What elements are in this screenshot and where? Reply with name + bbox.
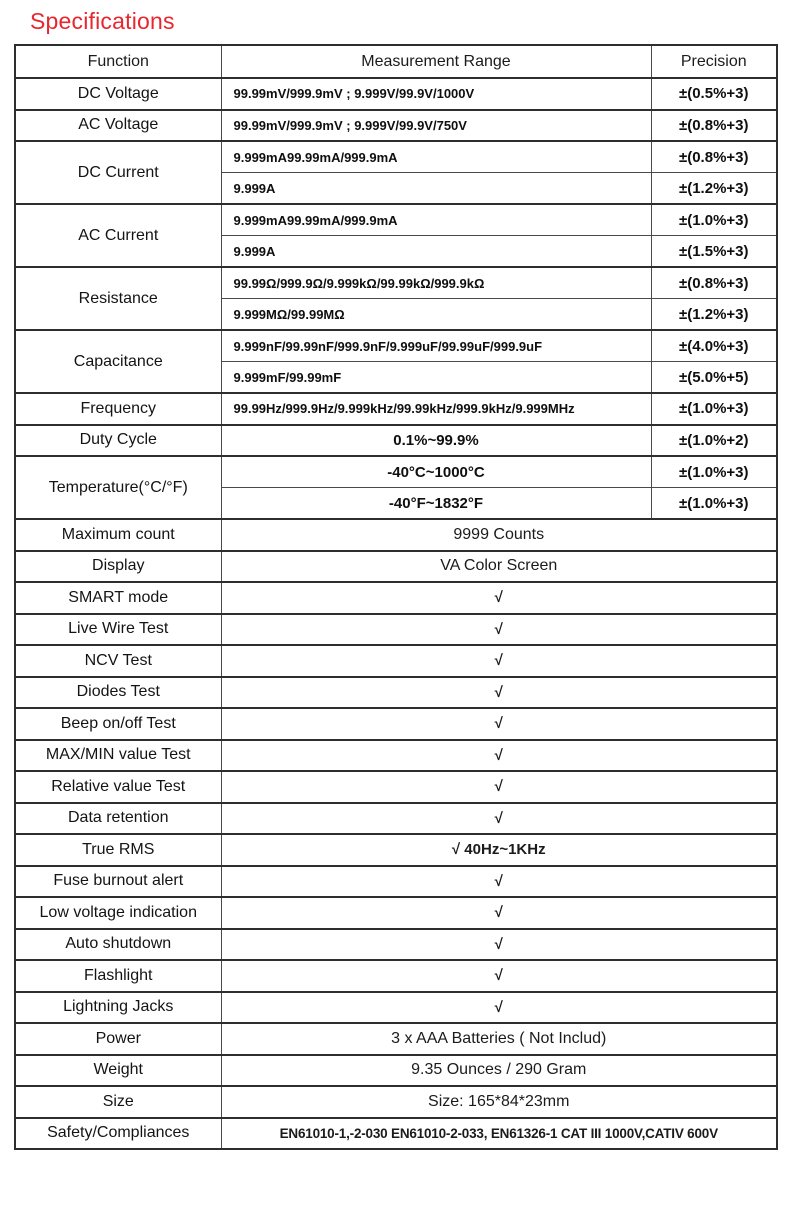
measurement-range-cell: 9.999A — [221, 236, 651, 268]
table-row — [15, 267, 777, 299]
precision-cell: ±(0.8%+3) — [651, 141, 777, 173]
table-row — [15, 677, 777, 709]
measurement-range-cell: -40°F~1832°F — [221, 488, 651, 520]
function-cell: Display — [15, 551, 221, 583]
function-cell: Flashlight — [15, 960, 221, 992]
value-cell: √ — [221, 614, 777, 646]
function-cell: MAX/MIN value Test — [15, 740, 221, 772]
function-cell: Capacitance — [15, 330, 221, 393]
function-cell: Relative value Test — [15, 771, 221, 803]
value-cell: 3 x AAA Batteries ( Not Includ) — [221, 1023, 777, 1055]
precision-cell: ±(1.2%+3) — [651, 173, 777, 205]
table-row — [15, 551, 777, 583]
value-cell: √ — [221, 897, 777, 929]
table-row — [15, 960, 777, 992]
measurement-range-cell: 99.99Hz/999.9Hz/9.999kHz/99.99kHz/999.9kHz/9.999MHz — [221, 393, 651, 425]
table-row — [15, 614, 777, 646]
value-cell: √ — [221, 708, 777, 740]
spec-table-body — [15, 78, 777, 1149]
table-row — [15, 897, 777, 929]
table-row — [15, 425, 777, 457]
spec-table — [14, 44, 778, 1150]
table-row — [15, 330, 777, 362]
header-row — [15, 45, 777, 78]
function-cell: Lightning Jacks — [15, 992, 221, 1024]
value-cell: 9999 Counts — [221, 519, 777, 551]
function-cell: Safety/Compliances — [15, 1118, 221, 1150]
function-cell: Auto shutdown — [15, 929, 221, 961]
function-cell: Live Wire Test — [15, 614, 221, 646]
function-cell: Frequency — [15, 393, 221, 425]
function-cell: Resistance — [15, 267, 221, 330]
function-cell: Fuse burnout alert — [15, 866, 221, 898]
function-cell: Duty Cycle — [15, 425, 221, 457]
table-row — [15, 645, 777, 677]
function-cell: Power — [15, 1023, 221, 1055]
table-row — [15, 519, 777, 551]
precision-cell: ±(1.2%+3) — [651, 299, 777, 331]
table-row — [15, 1023, 777, 1055]
measurement-range-cell: 9.999MΩ/99.99MΩ — [221, 299, 651, 331]
function-cell: SMART mode — [15, 582, 221, 614]
measurement-range-cell: 9.999A — [221, 173, 651, 205]
precision-cell: ±(1.0%+2) — [651, 425, 777, 457]
precision-cell: ±(0.5%+3) — [651, 78, 777, 110]
measurement-range-cell: 9.999nF/99.99nF/999.9nF/9.999uF/99.99uF/999.9uF — [221, 330, 651, 362]
value-cell: √ — [221, 992, 777, 1024]
precision-cell: ±(1.0%+3) — [651, 488, 777, 520]
header-measurement-range: Measurement Range — [221, 45, 651, 78]
table-row — [15, 929, 777, 961]
value-cell: Size: 165*84*23mm — [221, 1086, 777, 1118]
function-cell: Diodes Test — [15, 677, 221, 709]
table-row — [15, 834, 777, 866]
function-cell: Beep on/off Test — [15, 708, 221, 740]
function-cell: AC Current — [15, 204, 221, 267]
precision-cell: ±(5.0%+5) — [651, 362, 777, 394]
value-cell: √ — [221, 582, 777, 614]
spec-table-header — [15, 45, 777, 78]
table-row — [15, 456, 777, 488]
function-cell: DC Voltage — [15, 78, 221, 110]
table-row — [15, 78, 777, 110]
precision-cell: ±(1.0%+3) — [651, 204, 777, 236]
table-row — [15, 141, 777, 173]
function-cell: Low voltage indication — [15, 897, 221, 929]
measurement-range-cell: 9.999mA99.99mA/999.9mA — [221, 204, 651, 236]
measurement-range-cell: 99.99Ω/999.9Ω/9.999kΩ/99.99kΩ/999.9kΩ — [221, 267, 651, 299]
table-row — [15, 803, 777, 835]
value-cell: √ — [221, 866, 777, 898]
table-row — [15, 1086, 777, 1118]
table-row — [15, 740, 777, 772]
function-cell: True RMS — [15, 834, 221, 866]
function-cell: Weight — [15, 1055, 221, 1087]
precision-cell: ±(1.5%+3) — [651, 236, 777, 268]
value-cell: √ — [221, 740, 777, 772]
table-row — [15, 992, 777, 1024]
value-cell: EN61010-1,-2-030 EN61010-2-033, EN61326-1 CAT III 1000V,CATIV 600V — [221, 1118, 777, 1150]
value-cell: √ — [221, 960, 777, 992]
precision-cell: ±(0.8%+3) — [651, 267, 777, 299]
function-cell: Data retention — [15, 803, 221, 835]
value-cell: √ 40Hz~1KHz — [221, 834, 777, 866]
measurement-range-cell: 99.99mV/999.9mV ; 9.999V/99.9V/1000V — [221, 78, 651, 110]
table-row — [15, 1055, 777, 1087]
table-row — [15, 204, 777, 236]
precision-cell: ±(1.0%+3) — [651, 456, 777, 488]
measurement-range-cell: 0.1%~99.9% — [221, 425, 651, 457]
function-cell: AC Voltage — [15, 110, 221, 142]
measurement-range-cell: 9.999mF/99.99mF — [221, 362, 651, 394]
function-cell: Size — [15, 1086, 221, 1118]
table-row — [15, 582, 777, 614]
function-cell: Temperature(°C/°F) — [15, 456, 221, 519]
value-cell: √ — [221, 929, 777, 961]
value-cell: √ — [221, 771, 777, 803]
measurement-range-cell: 9.999mA99.99mA/999.9mA — [221, 141, 651, 173]
table-row — [15, 708, 777, 740]
precision-cell: ±(0.8%+3) — [651, 110, 777, 142]
function-cell: DC Current — [15, 141, 221, 204]
function-cell: NCV Test — [15, 645, 221, 677]
value-cell: √ — [221, 677, 777, 709]
page-title: Specifications — [30, 8, 175, 34]
table-row — [15, 393, 777, 425]
table-row — [15, 771, 777, 803]
measurement-range-cell: 99.99mV/999.9mV ; 9.999V/99.9V/750V — [221, 110, 651, 142]
value-cell: 9.35 Ounces / 290 Gram — [221, 1055, 777, 1087]
measurement-range-cell: -40°C~1000°C — [221, 456, 651, 488]
precision-cell: ±(1.0%+3) — [651, 393, 777, 425]
table-row — [15, 110, 777, 142]
header-function: Function — [15, 45, 221, 78]
value-cell: √ — [221, 645, 777, 677]
table-row — [15, 1118, 777, 1150]
header-precision: Precision — [651, 45, 777, 78]
value-cell: VA Color Screen — [221, 551, 777, 583]
precision-cell: ±(4.0%+3) — [651, 330, 777, 362]
table-row — [15, 866, 777, 898]
function-cell: Maximum count — [15, 519, 221, 551]
value-cell: √ — [221, 803, 777, 835]
